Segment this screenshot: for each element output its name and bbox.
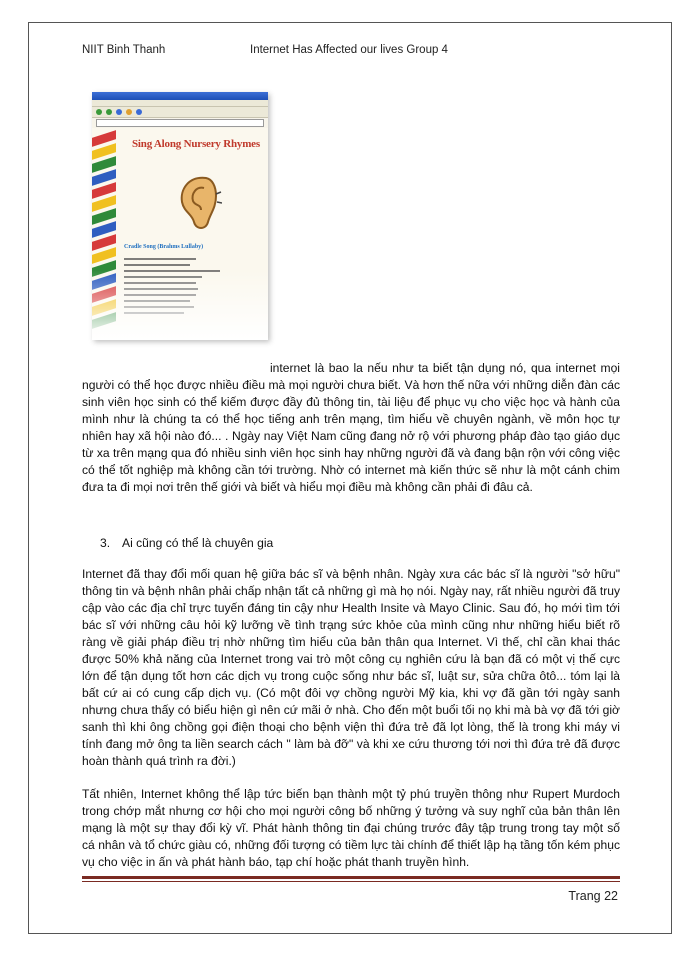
paragraph-experts: Internet đã thay đổi mối quan hệ giữa bác sĩ và bệnh nhân. Ngày xưa các bác sĩ là người "sở hữu" thông tin và bệnh nhân phải chấp nhận tất cả những gì mà họ nói. Ngày nay, rất nhiều người đã truy cập vào các địa chỉ trực tuyến đáng tin cậy như Health Insite và Mayo Clinic. Sau đó, họ mới tìm tới bác sĩ với những câu hỏi kỹ lưỡng về tình trạng sức khỏe của mình cũng như những hiểu biết rõ ràng về giải pháp điều trị nhờ những tìm hiểu của bản thân qua Internet. Vì thế, chỉ cần khai thác được 50% khả năng của Internet trong vai trò một công cụ nghiên cứu là bạn đã có một vị thế cực lớn để tận dụng tốt hơn các dịch vụ trong cuộc sống như bác sĩ, luật sư, sửa chữa ôtô... tóm lại là bất cứ ai có cung cấp dịch vụ. (Có một đôi vợ chồng người Mỹ kia, khi vợ đã gần tới ngày sanh nhưng chưa thấy có biểu hiện gì nên cứ mãi ở nhà. Cho đến một buổi tối nọ khi mà bà vợ đã tới giờ sanh thì khi ông chồng gọi điện thoại cho bệnh viện thì đứa trẻ đã lọt lòng, thế là trong khi máy vi tính đang mở ông ta liền search cách " làm bà đỡ" và khi xe cứu thương tới nơi thì đứa trẻ đã được hoàn thành quá trình ra đời.): [82, 567, 620, 768]
browser-screenshot-image: [92, 92, 268, 340]
browser-address-bar: [96, 119, 264, 127]
reflection-fade: [92, 270, 268, 340]
illustration-heading: Sing Along Nursery Rhymes: [132, 138, 260, 150]
footer-rule: [82, 876, 620, 879]
header-right: Internet Has Affected our lives Group 4: [250, 44, 448, 56]
section-number: 3.: [100, 536, 111, 550]
paragraph-internet-learning: [82, 360, 620, 496]
header-left: NIIT Binh Thanh: [82, 44, 166, 56]
page-number: Trang 22: [568, 889, 618, 903]
section-title: Ai cũng có thể là chuyên gia: [122, 536, 274, 550]
paragraph-publishing: Tất nhiên, Internet không thể lập tức biến bạn thành một tỷ phú truyền thông như Rupert Murdoch trong chớp mắt nhưng cơ hội cho mọi người công bố những ý tưởng và suy nghĩ của bản thân lên mạng là một sự thay đổi kỳ vĩ. Phát hành thông tin đại chúng trước đây tập trung trong tay một số cá nhân và tổ chức giàu có, những đối tượng có tiềm lực tài chính để thiết lập hạ tầng tốn kém phục vụ cho việc in ấn và phát hành báo, tạp chí hoặc phát thanh truyền hình.: [82, 787, 620, 869]
section-heading: [100, 536, 273, 550]
browser-titlebar: [92, 92, 268, 100]
paragraph-internet-learning-text: internet là bao la nếu như ta biết tận dụng nó, qua internet mọi người có thể học được nhiều điều mà mọi người chưa biết. Và hơn thế nữa với những diễn đàn các sinh viên học sinh có thể kiếm được đầy đủ thông tin, tài liệu để phục vụ cho việc học và hành của mình như là chúng ta có thể học tiếng anh trên mạng, tìm hiểu về chuyên ngành, về môn học tự nhiên hay xã hội nào đó... . Ngày nay Việt Nam cũng đang nở rộ với phương pháp đào tạo giáo dục từ xa trên mạng qua đó nhiều sinh viên học sinh hay những người đã và đang bận rộn với công việc có thể tốt nghiệp mà không cần tới trường. Nhờ có internet mà kiến thức sẽ như là một cánh chim đưa ta đi mọi nơi trên thế giới và biết và hiểu mọi điều mà không cần phải đi đâu cả.: [82, 361, 620, 494]
ear-icon: [176, 174, 222, 232]
forward-icon: [106, 109, 112, 115]
refresh-icon: [116, 109, 122, 115]
favorites-star-icon: [126, 109, 132, 115]
browser-page-content: [92, 128, 268, 340]
illustration-subtitle: Cradle Song (Brahms Lullaby): [124, 244, 204, 250]
media-icon: [136, 109, 142, 115]
browser-menubar: [92, 100, 268, 107]
back-icon: [96, 109, 102, 115]
footer-rule-thin: [82, 881, 620, 882]
browser-toolbar: [92, 107, 268, 118]
